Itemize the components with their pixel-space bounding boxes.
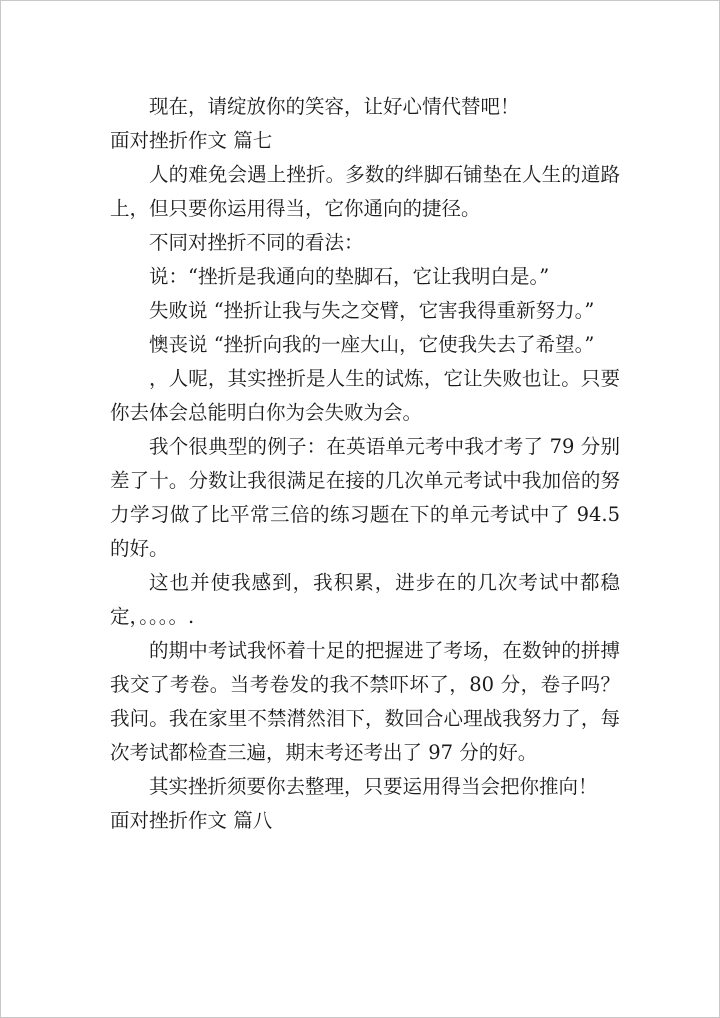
paragraph: 懊丧说 “挫折向我的一座大山，它使我失去了希望。” [149,333,595,356]
paragraph: 的期中考试我怀着十足的把握进了考场，在数钟的拼搏我交了考卷。当考卷发的我不禁吓坏了，80 分，卷子吗？我问。我在家里不禁潸然泪下，数回合心理战我努力了，每次考试都检查三遍，期末考还考出了 97 分的好。 [110,639,620,764]
document-body [110,90,620,838]
section-heading: 面对挫折作文 篇七 [110,129,273,152]
paragraph: 现在，请绽放你的笑容，让好心情代替吧！ [149,95,520,118]
paragraph: ，人呢，其实挫折是人生的试炼，它让失败也让。只要你去体会总能明白你为会失败为会。 [110,367,620,424]
section-heading: 面对挫折作文 篇八 [110,809,273,832]
paragraph: 人的难免会遇上挫折。多数的绊脚石铺垫在人生的道路上，但只要你运用得当，它你通向的捷径。 [110,163,620,220]
paragraph: 说：“挫折是我通向的垫脚石，它让我明白是。” [149,265,550,288]
paragraph: 我个很典型的例子：在英语单元考中我才考了 79 分别差了十。分数让我很满足在接的几次单元考试中我加倍的努力学习做了比平常三倍的练习题在下的单元考试中了 94.5 的好。 [110,435,620,560]
paragraph: 不同对挫折不同的看法： [149,231,364,254]
paragraph: 失败说 “挫折让我与失之交臂，它害我得重新努力。” [149,299,595,322]
paragraph: 其实挫折须要你去整理，只要运用得当会把你推向！ [149,775,598,798]
paragraph: 这也并使我感到，我积累，进步在的几次考试中都稳定，。。。。. [110,571,620,628]
